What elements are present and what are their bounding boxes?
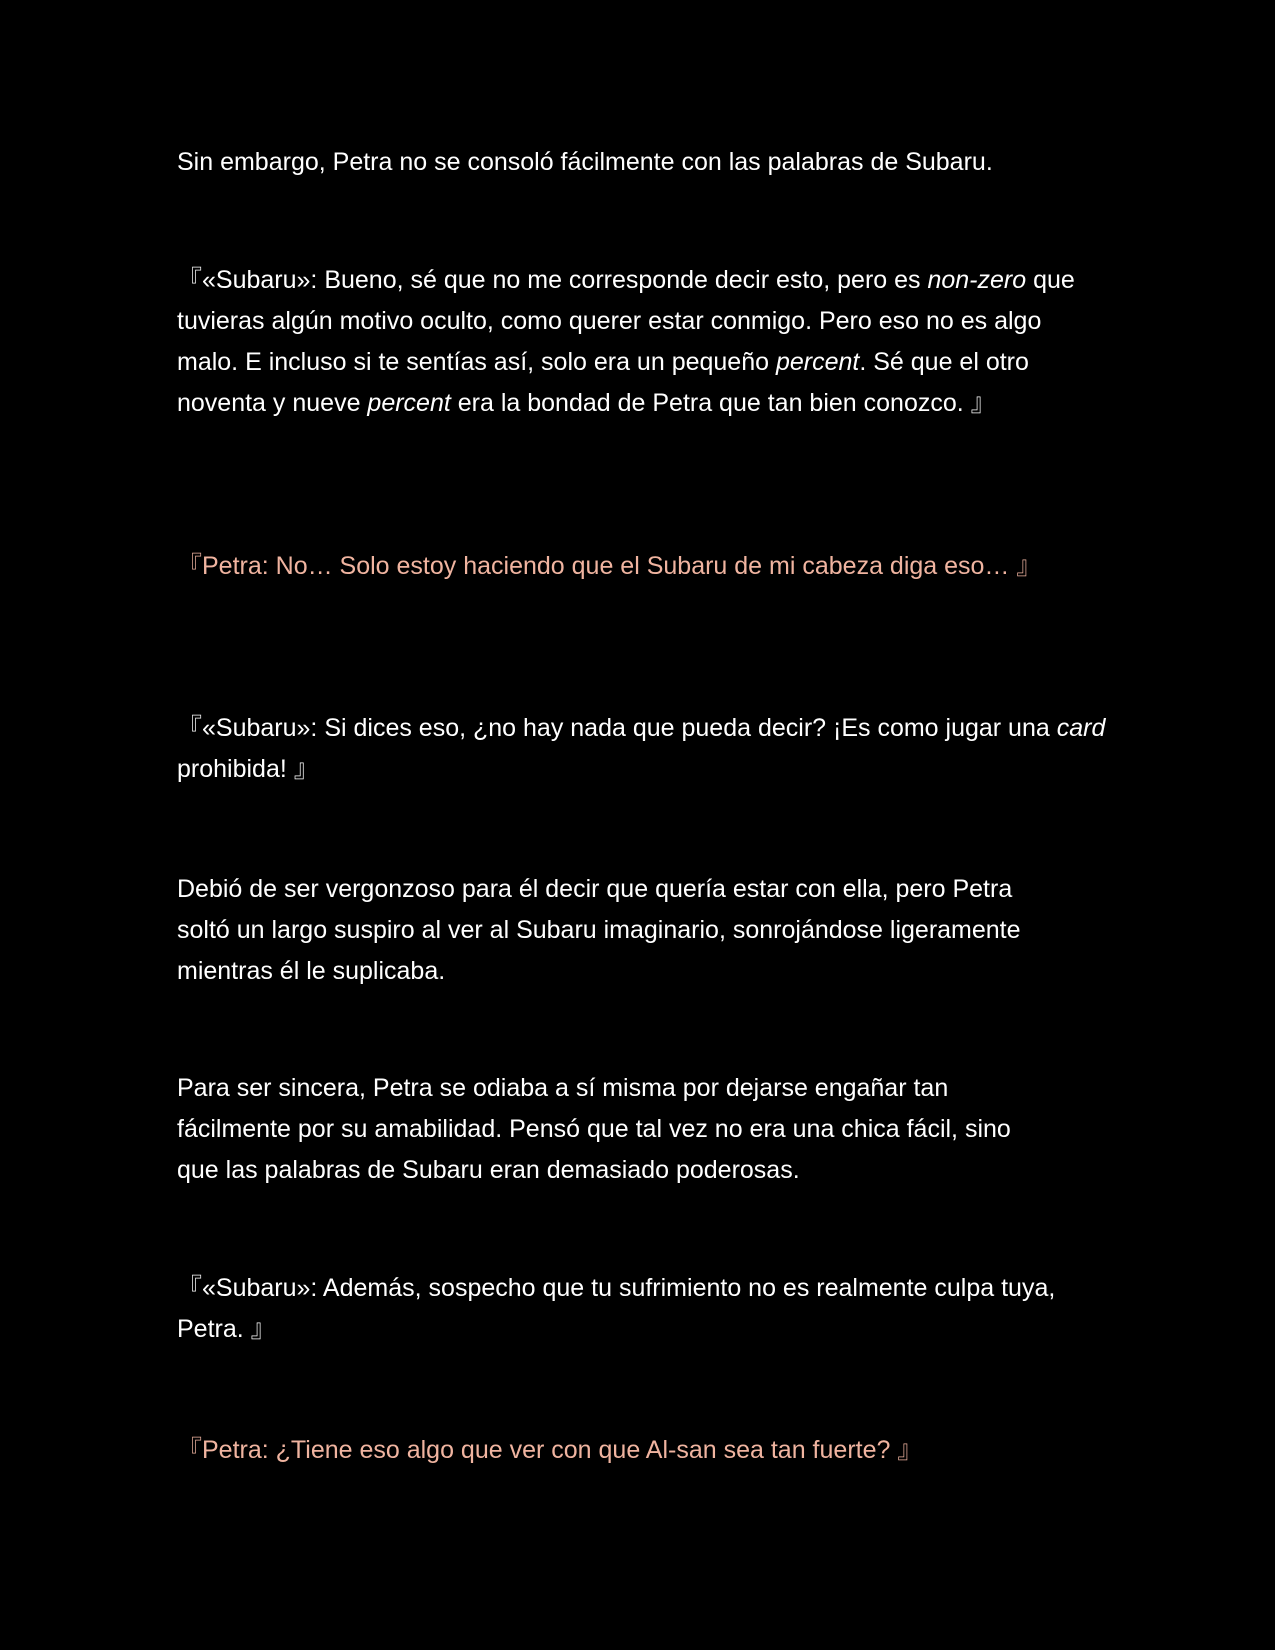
emphasis-word: percent [775, 348, 860, 376]
dialogue-text: prohibida! 』 [177, 755, 319, 783]
narration-paragraph-1: Sin embargo, Petra no se consoló fácilmente con las palabras de Subaru. [177, 148, 993, 176]
narration-paragraph-3: Para ser sincera, Petra se odiaba a sí misma por dejarse engañar tan fácilmente por su amabilidad. Pensó que tal vez no era una chica fácil, sino que las palabras de Subaru eran demasiado poderosas. [177, 1074, 1011, 1184]
dialogue-text: . Sé que el otro noventa y nueve [177, 348, 1029, 417]
petra-dialogue-2: 『Petra: ¿Tiene eso algo que ver con que Al-san sea tan fuerte? 』 [177, 1436, 923, 1464]
subaru-dialogue-2 [177, 708, 1107, 790]
dialogue-text: era la bondad de Petra que tan bien conozco. 』 [450, 389, 996, 417]
emphasis-word: percent [367, 389, 451, 417]
subaru-dialogue-3: 『«Subaru»: Además, sospecho que tu sufrimiento no es realmente culpa tuya, Petra. 』 [177, 1274, 1056, 1343]
narration-paragraph-2: Debió de ser vergonzoso para él decir que quería estar con ella, pero Petra soltó un largo suspiro al ver al Subaru imaginario, sonrojándose ligeramente mientras él le suplicaba. [177, 875, 1021, 985]
emphasis-word: non-zero [927, 266, 1027, 294]
dialogue-text: 『«Subaru»: Bueno, sé que no me corresponde decir esto, pero es [177, 266, 928, 294]
petra-dialogue-1: 『Petra: No… Solo estoy haciendo que el Subaru de mi cabeza diga eso… 』 [177, 552, 1042, 580]
dialogue-text: 『«Subaru»: Si dices eso, ¿no hay nada que pueda decir? ¡Es como jugar una [177, 714, 1057, 742]
subaru-dialogue-1 [177, 260, 1082, 424]
dialogue-text: que tuvieras algún motivo oculto, como querer estar conmigo. Pero eso no es algo malo. E incluso si te sentías así, solo era un pequeño [177, 266, 1075, 376]
emphasis-word: card [1056, 714, 1106, 742]
